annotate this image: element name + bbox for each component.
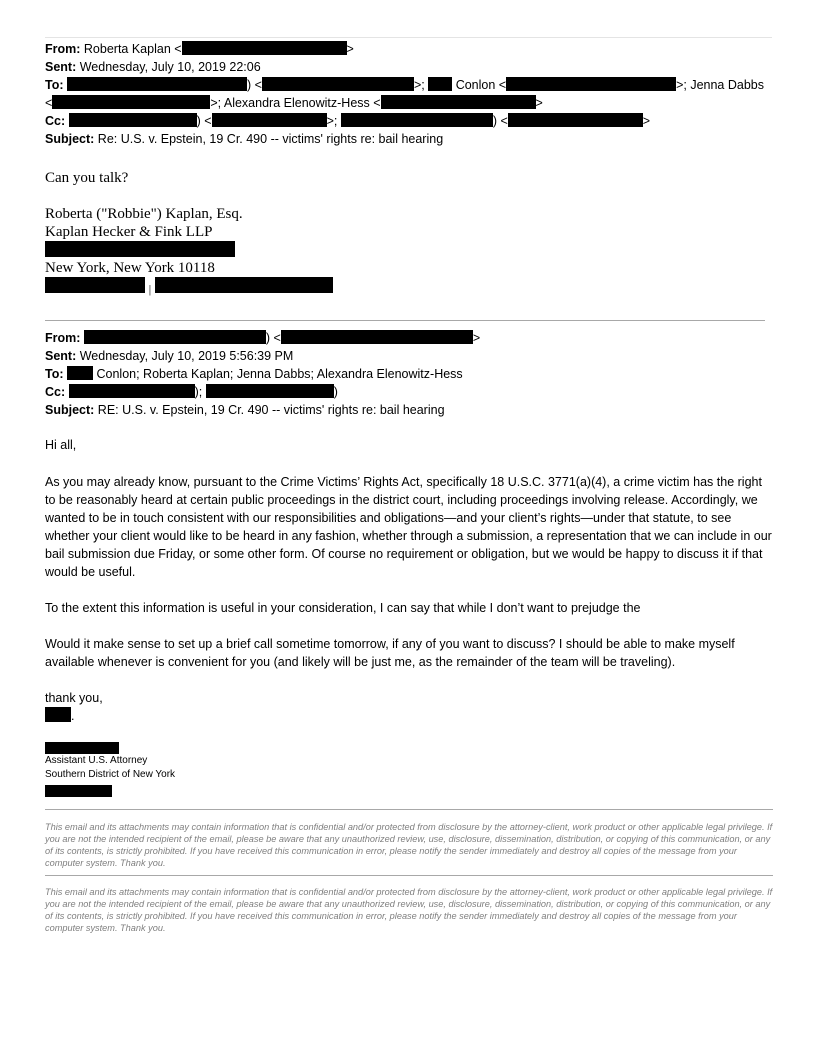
sig-office: Southern District of New York bbox=[45, 769, 176, 780]
cc-text: ) bbox=[333, 385, 338, 399]
sig-phone-redacted bbox=[45, 784, 175, 798]
sent-label: Sent: bbox=[45, 349, 77, 363]
to-label: To: bbox=[45, 367, 64, 381]
redaction bbox=[45, 277, 145, 293]
subject-label: Subject: bbox=[45, 132, 95, 146]
redaction bbox=[69, 113, 197, 127]
closing-dot: . bbox=[71, 709, 75, 723]
email2-greeting: Hi all, bbox=[45, 438, 77, 452]
cc-text: >; bbox=[326, 114, 338, 128]
email1-signature bbox=[45, 205, 333, 295]
sig-name-redacted bbox=[45, 741, 175, 754]
redaction bbox=[69, 384, 195, 398]
to-text: >; Jenna Dabbs bbox=[676, 78, 764, 92]
email1-to-line2 bbox=[45, 94, 775, 112]
redaction bbox=[52, 95, 210, 109]
sig-title: Assistant U.S. Attorney bbox=[45, 755, 148, 766]
email1-header bbox=[45, 40, 775, 148]
email1-to-line bbox=[45, 76, 775, 94]
email2-to-line bbox=[45, 365, 775, 383]
redaction bbox=[341, 113, 493, 127]
to-value: Conlon; Roberta Kaplan; Jenna Dabbs; Alexandra Elenowitz-Hess bbox=[96, 367, 463, 381]
email2-header bbox=[45, 329, 775, 419]
redaction bbox=[45, 785, 112, 797]
sig-name: Roberta ("Robbie") Kaplan, Esq. bbox=[45, 206, 243, 222]
redaction bbox=[45, 241, 235, 257]
redaction bbox=[281, 330, 473, 344]
email1-body: Can you talk? bbox=[45, 170, 129, 186]
redaction bbox=[428, 77, 452, 91]
from-label: From: bbox=[45, 42, 81, 56]
redaction bbox=[212, 113, 327, 127]
cc-text: ); bbox=[194, 385, 203, 399]
to-label: To: bbox=[45, 78, 64, 92]
to-text: Conlon < bbox=[455, 78, 507, 92]
redaction bbox=[508, 113, 643, 127]
email2-from-line bbox=[45, 329, 775, 347]
email2-paragraph-1: As you may already know, pursuant to the Crime Victims’ Rights Act, specifically 18 U.S.C. 3771(a)(4), a crime victim has the right to be reasonably heard at certain public proceedings in the district court, including proceedings involving release. Accordingly, we wanted to be in touch consistent with our responsibilities and obligations—and your client’s rights—under that statute, to see whether your client would like to be heard in any fashion, whether through a submission, a representation that we can include in our bail submission due Friday, or some other form. Of course no requirement or obligation, but we would be happy to discuss it if that would be useful. bbox=[45, 475, 772, 579]
to-text: < bbox=[45, 96, 53, 110]
email1-sent-line bbox=[45, 58, 775, 76]
sig-separator: | bbox=[148, 282, 152, 296]
cc-label: Cc: bbox=[45, 114, 66, 128]
email2-closing: thank you, bbox=[45, 691, 103, 705]
email2-sent-line bbox=[45, 347, 775, 365]
email2-subject-line bbox=[45, 401, 775, 419]
redaction bbox=[67, 366, 93, 380]
subject-label: Subject: bbox=[45, 403, 95, 417]
to-text: >; Alexandra Elenowitz-Hess < bbox=[210, 96, 381, 110]
subject-value: Re: U.S. v. Epstein, 19 Cr. 490 -- victims' rights re: bail hearing bbox=[97, 132, 444, 146]
sig-contact-line bbox=[45, 277, 333, 295]
email2-signature bbox=[45, 741, 175, 798]
redaction bbox=[506, 77, 676, 91]
redaction bbox=[155, 277, 333, 293]
to-text: ) < bbox=[247, 78, 262, 92]
disclaimer-1: This email and its attachments may contain information that is confidential and/or protected from disclosure by the attorney-client, work product or other applicable legal privilege. If you are not the intended recipient of the email, please be aware that any unauthorized review, use, disclosure, dissemination, distribution, or copying of this communication, or any of its contents, is strictly prohibited. If you have received this communication in error, please notify the sender immediately and destroy all copies of the message from your computer system. Thank you. bbox=[45, 822, 773, 868]
cc-text: > bbox=[642, 114, 651, 128]
redaction bbox=[84, 330, 266, 344]
disclaimer-rule-1 bbox=[45, 809, 773, 810]
from-label: From: bbox=[45, 331, 81, 345]
email2-closing-name bbox=[45, 707, 775, 725]
sent-label: Sent: bbox=[45, 60, 77, 74]
redaction bbox=[45, 707, 71, 722]
redaction bbox=[67, 77, 247, 91]
subject-value: RE: U.S. v. Epstein, 19 Cr. 490 -- victims' rights re: bail hearing bbox=[97, 403, 445, 417]
sent-value: Wednesday, July 10, 2019 5:56:39 PM bbox=[79, 349, 294, 363]
from-end: > bbox=[472, 331, 481, 345]
sent-value: Wednesday, July 10, 2019 22:06 bbox=[79, 60, 261, 74]
email1-cc-line bbox=[45, 112, 775, 130]
redaction bbox=[182, 41, 347, 55]
redaction bbox=[45, 742, 119, 754]
redaction bbox=[206, 384, 334, 398]
to-text: > bbox=[535, 96, 543, 110]
email1-from-line bbox=[45, 40, 775, 58]
email2-paragraph-3: Would it make sense to set up a brief call sometime tomorrow, if any of you want to discuss? I should be able to make myself available whenever is convenient for you (and likely will be just me, as the remainder of the team will be traveling). bbox=[45, 637, 735, 669]
cc-label: Cc: bbox=[45, 385, 66, 399]
sig-firm: Kaplan Hecker & Fink LLP bbox=[45, 224, 213, 240]
top-rule bbox=[45, 37, 772, 38]
cc-text: ) < bbox=[492, 114, 508, 128]
sig-address-redacted bbox=[45, 241, 333, 259]
email-separator bbox=[45, 320, 765, 321]
disclaimer-2: This email and its attachments may contain information that is confidential and/or protected from disclosure by the attorney-client, work product or other applicable legal privilege. If you are not the intended recipient of the email, please be aware that any unauthorized review, use, disclosure, dissemination, distribution, or copying of this communication, or any of its contents, is strictly prohibited. If you have received this communication in error, please notify the sender immediately and destroy all copies of the message from your computer system. Thank you. bbox=[45, 887, 773, 933]
redaction bbox=[381, 95, 536, 109]
disclaimer-rule-2 bbox=[45, 875, 773, 876]
from-text: ) < bbox=[265, 331, 281, 345]
email2-cc-line bbox=[45, 383, 775, 401]
redaction bbox=[262, 77, 414, 91]
from-name: Roberta Kaplan < bbox=[83, 42, 182, 56]
sig-city: New York, New York 10118 bbox=[45, 260, 215, 276]
from-end: > bbox=[346, 42, 354, 56]
to-text: >; bbox=[413, 78, 425, 92]
email1-subject-line bbox=[45, 130, 775, 148]
cc-text: ) < bbox=[196, 114, 212, 128]
email2-paragraph-2: To the extent this information is useful in your consideration, I can say that while I don’t want to prejudge the bbox=[45, 601, 641, 615]
